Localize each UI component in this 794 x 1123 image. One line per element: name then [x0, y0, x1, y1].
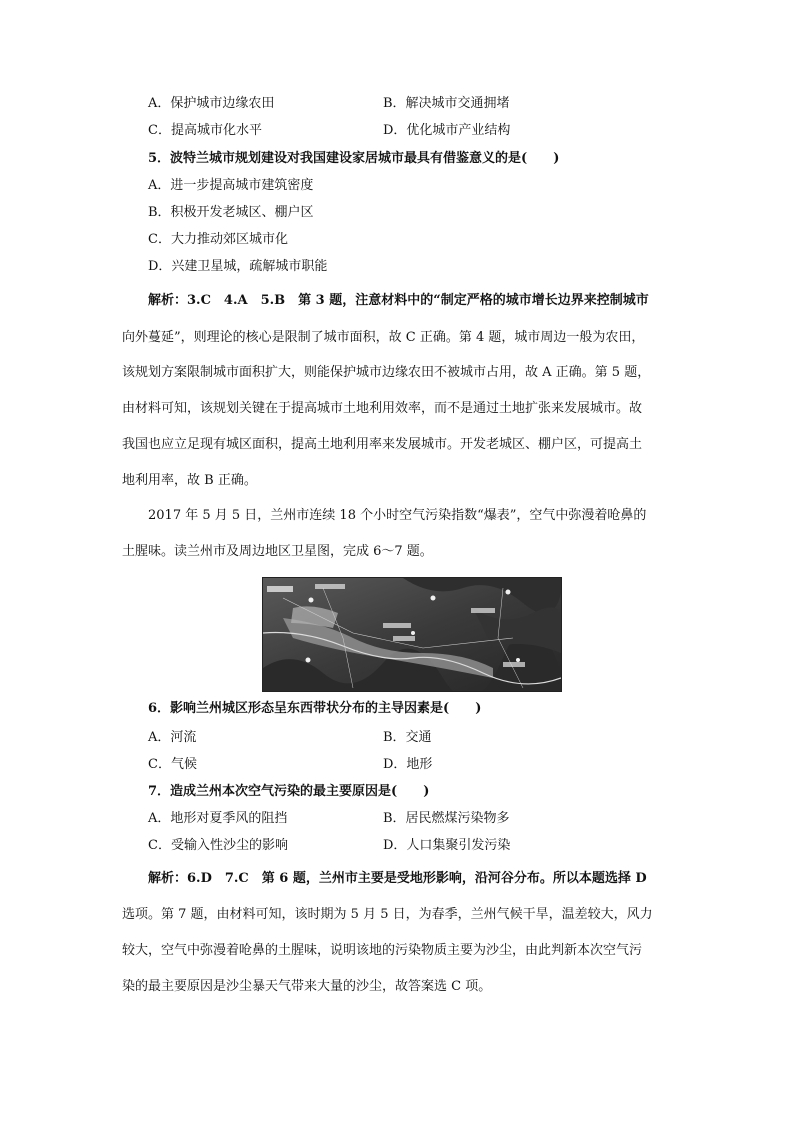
q7-option-a: A．地形对夏季风的阻挡	[148, 811, 288, 826]
q5-option-c: C．大力推动郊区城市化	[148, 232, 288, 247]
analysis2-line2: 选项。第 7 题，由材料可知，该时期为 5 月 5 日，为春季，兰州气候干旱，温差较大，风力	[122, 907, 653, 922]
q4-option-d: D．优化城市产业结构	[383, 123, 511, 138]
q6-option-b: B．交通	[383, 730, 432, 745]
q4-option-c: C．提高城市化水平	[148, 123, 262, 138]
analysis1-line5: 我国也应立足现有城区面积，提高土地利用率来发展城市。开发老城区、棚户区，可提高土	[122, 437, 643, 452]
q6-option-d: D．地形	[383, 757, 433, 772]
intro-line1: 2017 年 5 月 5 日，兰州市连续 18 个小时空气污染指数“爆表”，空气中弥漫着呛鼻的	[148, 508, 647, 523]
q6-stem: 6．影响兰州城区形态呈东西带状分布的主导因素是( )	[148, 701, 482, 716]
q7-option-d: D．人口集聚引发污染	[383, 838, 511, 853]
q4-option-b: B．解决城市交通拥堵	[383, 96, 510, 111]
q6-option-c: C．气候	[148, 757, 197, 772]
analysis2-line3: 较大，空气中弥漫着呛鼻的土腥味，说明该地的污染物质主要为沙尘，由此判新本次空气污	[122, 943, 643, 958]
intro-line2: 土腥味。读兰州市及周边地区卫星图，完成 6～7 题。	[122, 544, 433, 559]
q5-stem: 5．波特兰城市规划建设对我国建设家居城市最具有借鉴意义的是( )	[148, 151, 560, 166]
q5-option-b: B．积极开发老城区、棚户区	[148, 205, 314, 220]
q5-option-a: A．进一步提高城市建筑密度	[148, 178, 314, 193]
analysis2-line4: 染的最主要原因是沙尘暴天气带来大量的沙尘，故答案选 C 项。	[122, 979, 492, 994]
analysis1-line3: 该规划方案限制城市面积扩大，则能保护城市边缘农田不被城市占用，故 A 正确。第 5 题，	[122, 365, 651, 380]
analysis1-line1: 解析：3.C 4.A 5.B 第 3 题，注意材料中的“制定严格的城市增长边界来控制城市	[148, 293, 649, 308]
q7-option-c: C．受输入性沙尘的影响	[148, 838, 288, 853]
analysis1-line2: 向外蔓延”，则理论的核心是限制了城市面积，故 C 正确。第 4 题，城市周边一般为农田，	[122, 330, 645, 345]
q7-option-b: B．居民燃煤污染物多	[383, 811, 510, 826]
analysis1-line6: 地利用率，故 B 正确。	[122, 473, 257, 488]
q7-stem: 7．造成兰州本次空气污染的最主要原因是( )	[148, 784, 430, 799]
analysis2-line1: 解析：6.D 7.C 第 6 题，兰州市主要是受地形影响，沿河谷分布。所以本题选择 D	[148, 871, 647, 886]
lanzhou-satellite-map	[262, 577, 562, 692]
q5-option-d: D．兴建卫星城，疏解城市职能	[148, 259, 328, 274]
q6-option-a: A．河流	[148, 730, 197, 745]
q4-option-a: A．保护城市边缘农田	[148, 96, 275, 111]
analysis1-line4: 由材料可知，该规划关键在于提高城市土地利用效率，而不是通过土地扩张来发展城市。故	[122, 401, 643, 416]
